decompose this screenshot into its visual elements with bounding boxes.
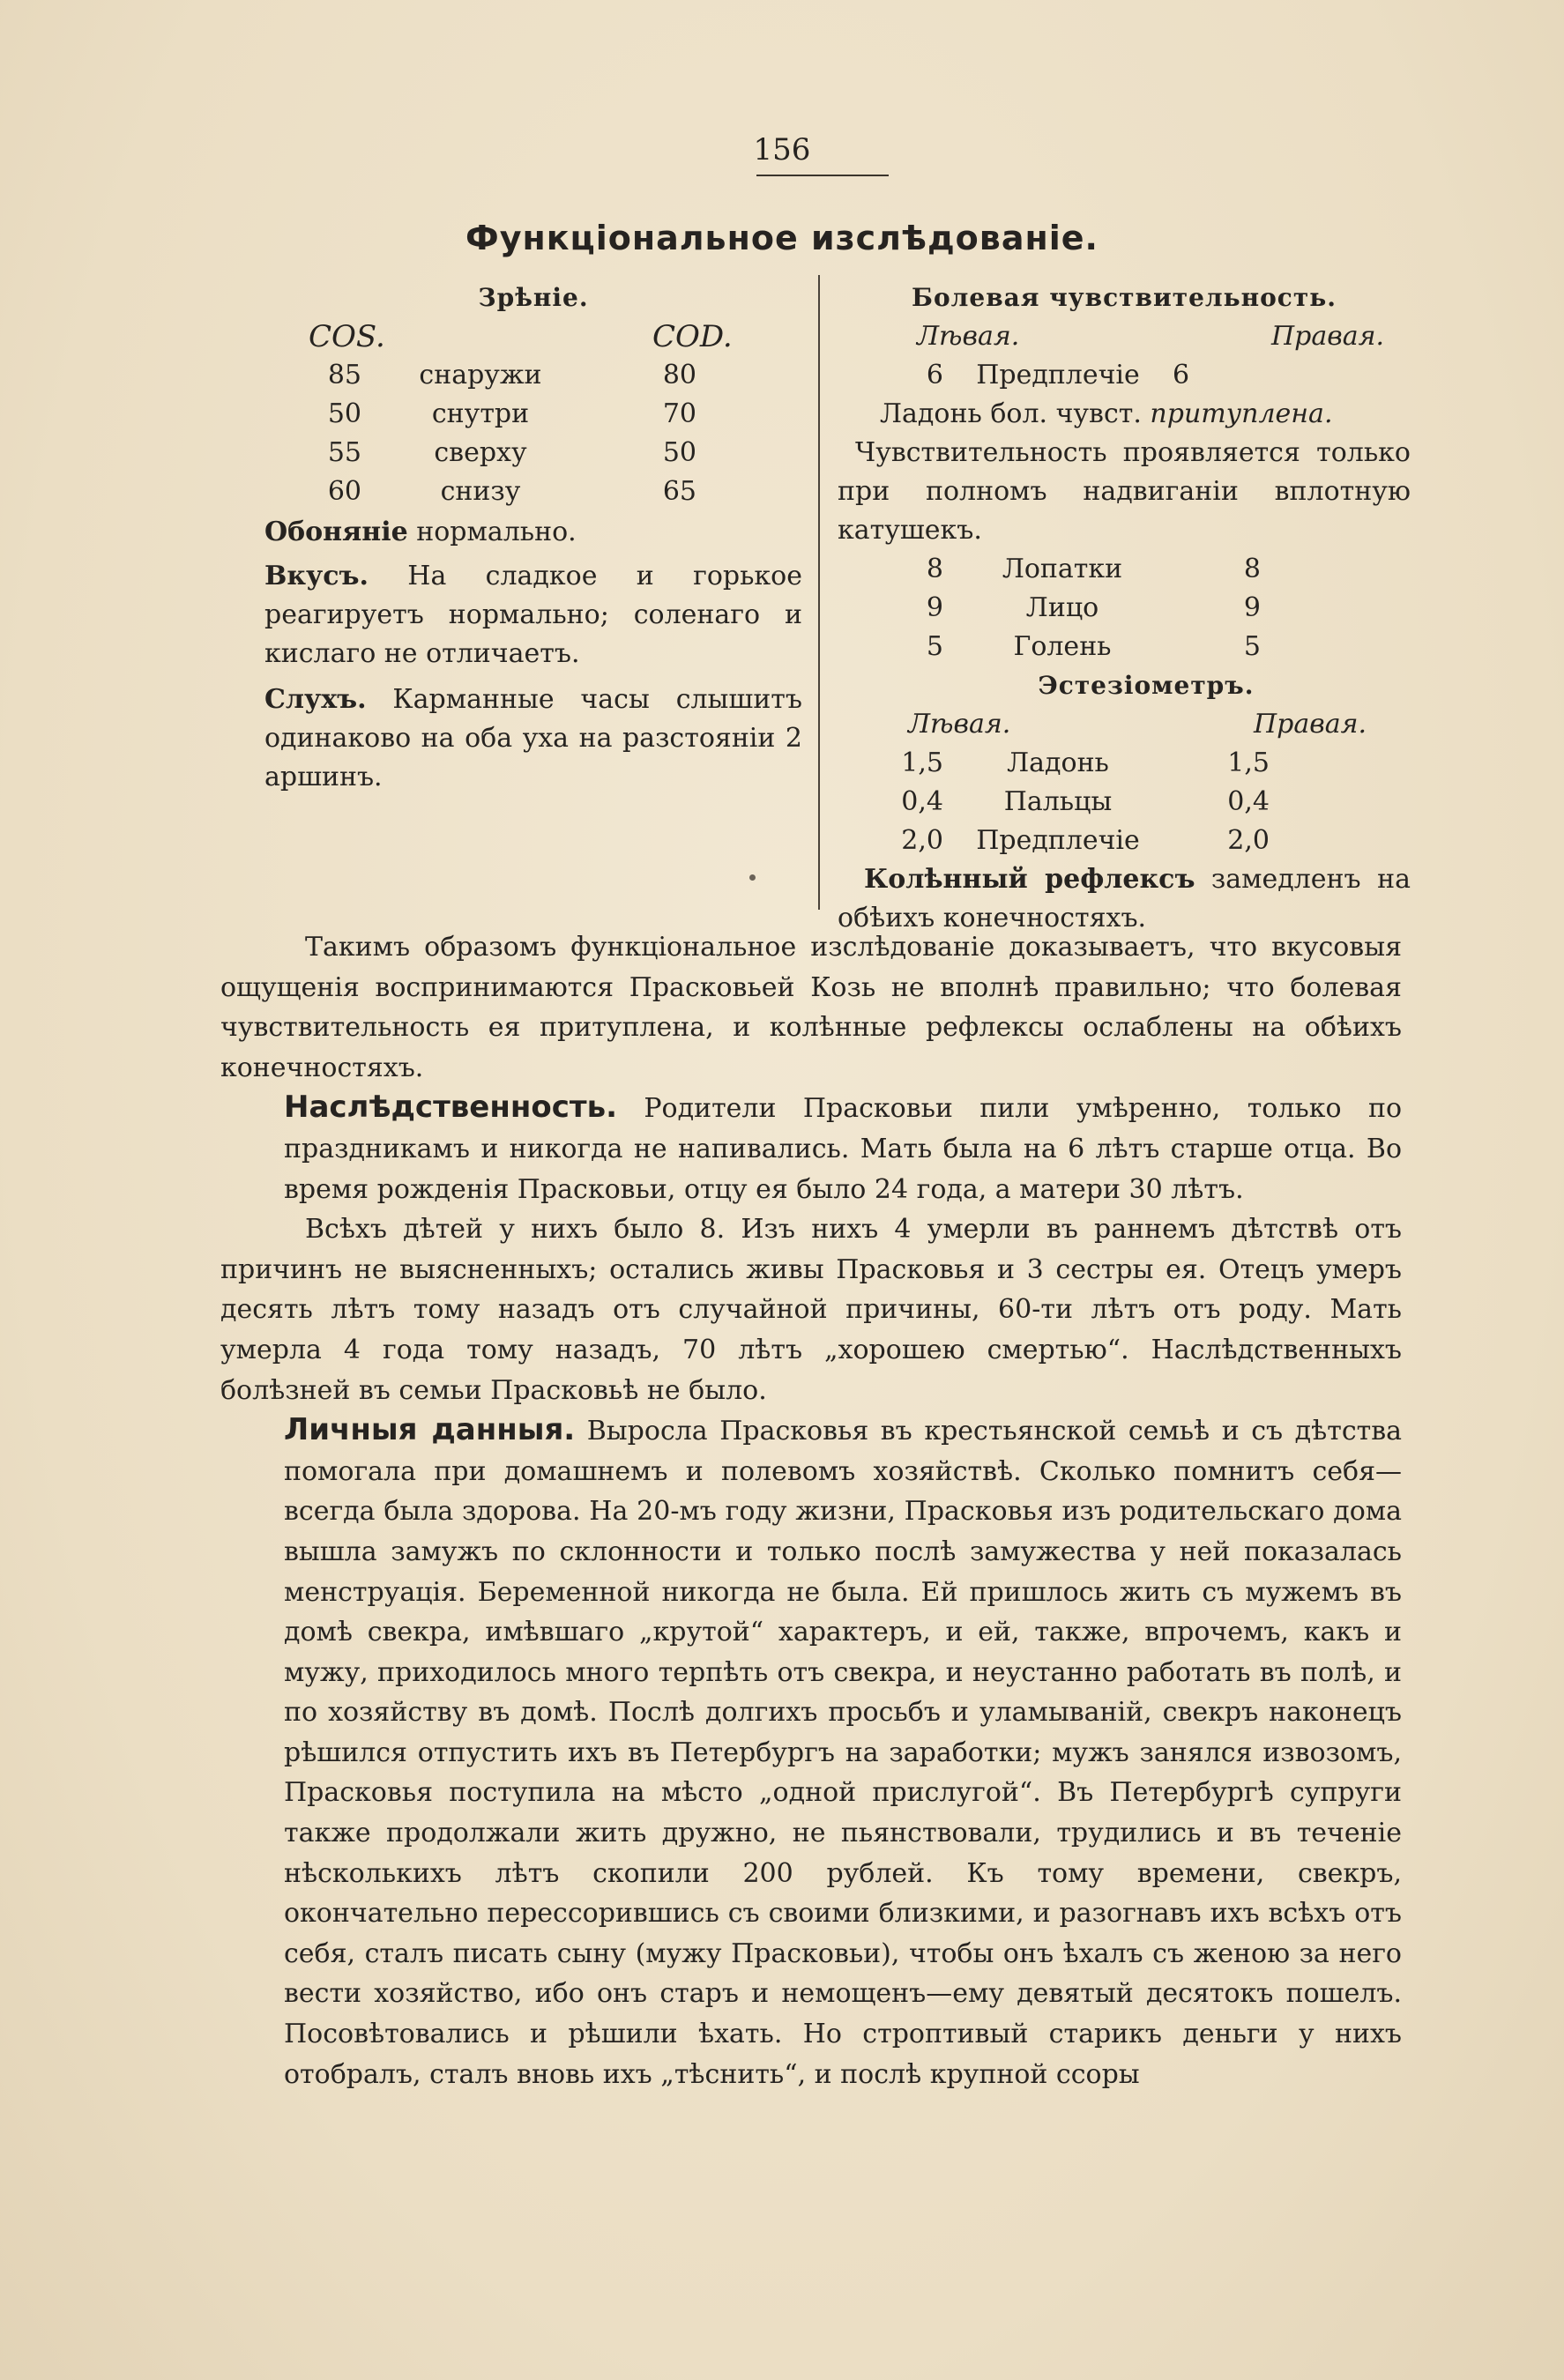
pain-row: 8 Лопатки 8 — [926, 554, 1261, 584]
vision-row: 85 снаружи 80 — [327, 360, 696, 390]
esthesiometer-rows — [838, 744, 1411, 860]
palm-line: Ладонь бол. чувст. притуплена. — [880, 398, 1333, 429]
hearing-label: Слухъ. — [264, 684, 367, 715]
pain-row: 5 Голень 5 — [926, 631, 1261, 662]
pain-heading: Болевая чувствительность. — [912, 283, 1337, 312]
pain-row: 9 Лицо 9 — [926, 592, 1261, 623]
section-title: Функціональное изслѣдованіе. — [465, 219, 1099, 257]
taste-label: Вкусъ. — [264, 561, 369, 591]
pain-right-label: Правая. — [1271, 321, 1384, 352]
smell-line — [264, 513, 802, 552]
taste-text: На сладкое и горькое реагируетъ нормально; соленаго и кислаго не отличаетъ. — [264, 561, 802, 669]
smell-label: Обоняніе — [264, 517, 408, 547]
vision-column-headers — [264, 317, 802, 356]
vision-col-left: COS. — [309, 319, 385, 354]
vision-rows — [264, 356, 802, 511]
est-left-label: Лѣвая. — [908, 709, 1011, 740]
page-number: 156 — [753, 132, 811, 167]
pain-rows — [838, 550, 1411, 666]
esthesiometer-heading: Эстезіометръ. — [1038, 671, 1255, 700]
smell-text: нормально. — [407, 517, 577, 547]
esthesiometer-row: 2,0 Предплечіе 2,0 — [901, 825, 1270, 856]
children-paragraph: Всѣхъ дѣтей у нихъ было 8. Изъ нихъ 4 умерли въ раннемъ дѣтствѣ отъ причинъ не выясненныхъ; остались живы Прасковья и 3 сестры ея. Отецъ умеръ десять лѣтъ тому назадъ отъ случайной причины, 60-ти лѣтъ отъ роду. Мать умерла 4 года тому назадъ, 70 лѣтъ „хорошею смертью“. Наслѣдственныхъ болѣзней въ семьи Прасковьѣ не было. — [220, 1214, 1402, 1406]
vision-row: 60 снизу 65 — [327, 476, 696, 507]
body-text — [220, 927, 1402, 2094]
vision-col-right: COD. — [652, 319, 733, 354]
left-column — [264, 279, 802, 797]
pain-side-headers — [838, 317, 1411, 356]
right-column — [838, 279, 1411, 938]
hearing-paragraph — [264, 681, 802, 797]
column-divider — [818, 275, 820, 910]
forearm-row: 6 Предплечіе 6 — [926, 360, 1190, 390]
heredity-paragraph: Наслѣдственность. Родители Прасковьи пили умѣренно, только по праздникамъ и никогда не напивались. Мать была на 6 лѣтъ старше отца. Во время рожденія Прасковьи, отцу ея было 24 года, а матери 30 лѣтъ. — [284, 1090, 1402, 1205]
esthesiometer-row: 0,4 Пальцы 0,4 — [901, 786, 1270, 817]
heredity-heading: Наслѣдственность. — [284, 1090, 617, 1126]
personal-paragraph: Личныя данныя. Выросла Прасковья въ крестьянской семьѣ и съ дѣтства помогала при домашнемъ и полевомъ хозяйствѣ. Сколько помнитъ себя—всегда была здорова. На 20-мъ году жизни, Прасковья изъ родительскаго дома вышла замужъ по склонности и только послѣ замужества у ней показалась менструація. Беременной никогда не была. Ей пришлось жить съ мужемъ въ домѣ свекра, имѣвшаго „крутой“ характеръ, и ей, также, впрочемъ, какъ и мужу, приходилось много терпѣть отъ свекра, и неустанно работать въ полѣ, и по хозяйству въ домѣ. Послѣ долгихъ просьбъ и уламываній, свекръ наконецъ рѣшился отпустить ихъ въ Петербургъ на заработки; мужъ занялся извозомъ, Прасковья поступила на мѣсто „одной прислугой“. Въ Петербургѣ супруги также продолжали жить дружно, не пьянствовали, трудились и въ теченіе нѣсколькихъ лѣтъ скопили 200 рублей. Къ тому времени, свекръ, окончательно перессорившись съ своими близкими, и разогнавъ ихъ всѣхъ отъ себя, сталъ писать сыну (мужу Прасковьи), чтобы онъ ѣхалъ съ женою за него вести хозяйство, ибо онъ старъ и немощенъ—ему девятый десятокъ пошелъ. Посовѣтовались и рѣшили ѣхать. Но строптивый старикъ деньги у нихъ отобралъ, сталъ вновь ихъ „тѣснить“, и послѣ крупной ссоры — [284, 1412, 1402, 2090]
summary-paragraph: Такимъ образомъ функціональное изслѣдованіе доказываетъ, что вкусовыя ощущенія воспринимаются Прасковьей Козь не вполнѣ правильно; что болевая чувствительность ея притуплена, и колѣнные рефлексы ослаблены на обѣихъ конечностяхъ. — [220, 932, 1402, 1083]
reflex-label: Колѣнный рефлексъ — [864, 864, 1195, 895]
hearing-text: Карманные часы слышитъ одинаково на оба уха на разстояніи 2 аршинъ. — [264, 684, 802, 792]
personal-heading: Личныя данныя. — [284, 1412, 576, 1448]
esthesiometer-row: 1,5 Ладонь 1,5 — [901, 747, 1270, 778]
pain-left-label: Лѣвая. — [917, 321, 1020, 352]
vision-row: 50 снутри 70 — [327, 398, 696, 429]
est-right-label: Правая. — [1254, 709, 1367, 740]
vision-heading: Зрѣніе. — [478, 283, 589, 312]
reflex-paragraph: Колѣнный рефлексъ замедленъ на обѣихъ конечностяхъ. — [838, 864, 1411, 933]
ink-speck — [749, 874, 756, 881]
vision-row: 55 сверху 50 — [327, 437, 696, 468]
page-number-rule — [756, 175, 889, 176]
taste-paragraph — [264, 557, 802, 673]
esthesiometer-side-headers — [838, 705, 1411, 744]
sensitivity-text: Чувствительность проявляется только при полномъ надвиганіи вплотную катушекъ. — [838, 437, 1411, 546]
